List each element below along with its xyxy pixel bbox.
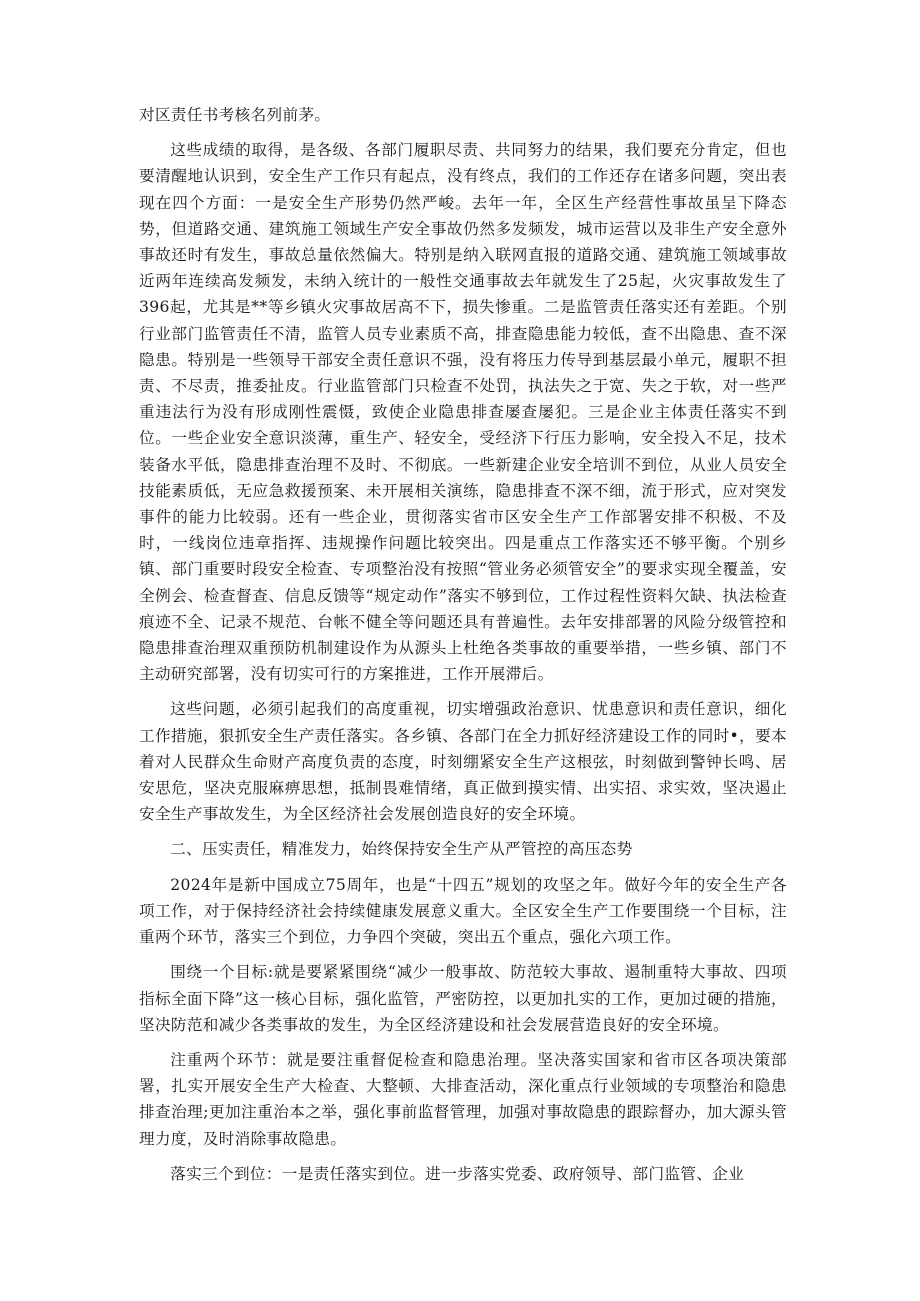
paragraph-2024-overview: 2024年是新中国成立75周年，也是“十四五”规划的攻坚之年。做好今年的安全生产各项工作，对于保持经济社会持续健康发展意义重大。全区安全生产工作要围绕一个目标，注重两个环节，落实三个到位，力争四个突破，突出五个重点，强化六项工作。 (139, 875, 787, 947)
document-page (139, 102, 787, 1196)
section-heading: 二、压实责任，精准发力，始终保持安全生产从严管控的高压态势 (170, 840, 633, 859)
paragraph-attention: 这些问题，必须引起我们的高度重视，切实增强政治意识、忧患意识和责任意识，细化工作措施，狠抓安全生产责任落实。各乡镇、各部门在全力抓好经济建设工作的同时•，要本着对人民群众生命财产高度负责的态度，时刻绷紧安全生产这根弦，时刻做到警钟长鸣、居安思危，坚决克服麻痹思想，抵制畏难情绪，真正做到摸实情、出实招、求实效，坚决遏止安全生产事故发生，为全区经济社会发展创造良好的安全环境。 (139, 700, 787, 824)
paragraph-one-goal: 围绕一个目标:就是要紧紧围绕“减少一般事故、防范较大事故、遏制重特大事故、四项指标全面下降”这一核心目标，强化监管，严密防控，以更加扎实的工作，更加过硬的措施，坚决防范和减少各类事故的发生，为全区经济建设和社会发展营造良好的安全环境。 (139, 963, 787, 1034)
paragraph-two-links: 注重两个环节：就是要注重督促检查和隐患治理。坚决落实国家和省市区各项决策部署，扎实开展安全生产大检查、大整顿、大排查活动，深化重点行业领域的专项整治和隐患排查治理;更加注重治本之举，强化事前监督管理，加强对事故隐患的跟踪督办，加大源头管理力度，及时消除事故隐患。 (139, 1050, 787, 1148)
paragraph-three-in-place: 落实三个到位：一是责任落实到位。进一步落实党委、政府领导、部门监管、企业 (170, 1164, 745, 1183)
paragraph-continuation: 对区责任书考核名列前茅。 (139, 106, 331, 124)
paragraph-problems: 这些成绩的取得，是各级、各部门履职尽责、共同努力的结果，我们要充分肯定，但也要清醒地认识到，安全生产工作只有起点，没有终点，我们的工作还存在诸多问题，突出表现在四个方面：一是安全生产形势仍然严峻。去年一年，全区生产经营性事故虽呈下降态势，但道路交通、建筑施工领域生产安全事故仍然多发频发，城市运营以及非生产安全意外事故还时有发生，事故总量依然偏大。特别是纳入联网直报的道路交通、建筑施工领域事故近两年连续高发频发，未纳入统计的一般性交通事故去年就发生了25起，火灾事故发生了396起，尤其是**等乡镇火灾事故居高不下，损失惨重。二是监管责任落实还有差距。个别行业部门监管责任不清，监管人员专业素质不高，排查隐患能力较低，查不出隐患、查不深隐患。特别是一些领导干部安全责任意识不强，没有将压力传导到基层最小单元，履职不担责、不尽责，推委扯皮。行业监管部门只检查不处罚，执法失之于宽、失之于软，对一些严重违法行为没有形成刚性震慑，致使企业隐患排查屡查屡犯。三是企业主体责任落实不到位。一些企业安全意识淡薄，重生产、轻安全，受经济下行压力影响，安全投入不足，技术装备水平低，隐患排查治理不及时、不彻底。一些新建企业安全培训不到位，从业人员安全技能素质低，无应急救援预案、未开展相关演练，隐患排查不深不细，流于形式，应对突发事件的能力比较弱。还有一些企业，贯彻落实省市区安全生产工作部署安排不积极、不及时，一线岗位违章指挥、违规操作问题比较突出。四是重点工作落实还不够平衡。个别乡镇、部门重要时段安全检查、专项整治没有按照“管业务必须管安全”的要求实现全覆盖，安全例会、检查督查、信息反馈等“规定动作”落实不够到位，工作过程性资料欠缺、执法检查痕迹不全、记录不规范、台帐不健全等问题还具有普遍性。去年安排部署的风险分级管控和隐患排查治理双重预防机制建设作为从源头上杜绝各类事故的重要举措，一些乡镇、部门不主动研究部署，没有切实可行的方案推进，工作开展滞后。 (139, 141, 787, 684)
